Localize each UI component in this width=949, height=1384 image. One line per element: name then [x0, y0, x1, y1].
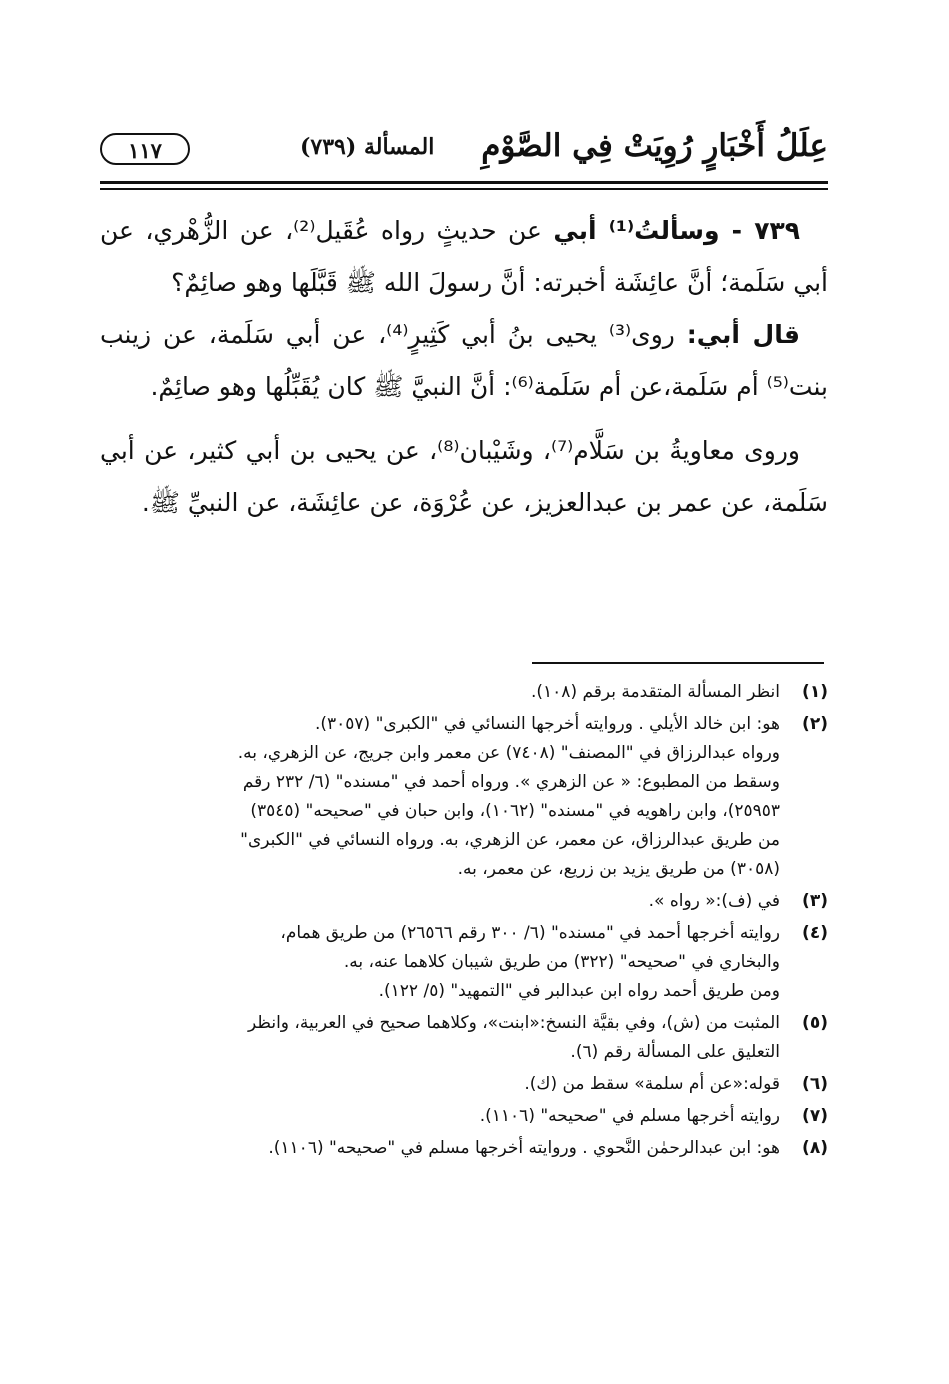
issue-label: المسألة (٧٣٩) [300, 134, 435, 160]
header-rule [100, 181, 828, 184]
paragraph-answer [100, 309, 828, 413]
footnote-line: المثبت من (ش)، وفي بقيَّة النسخ:«ابنت»، وكلاهما صحيح في العربية، وانظر [248, 1013, 780, 1033]
footnote [100, 1070, 828, 1099]
footnote-line: قوله:«عن أم سلمة» سقط من (ك). [524, 1074, 780, 1094]
footnote-line: في (ف):« رواه ». [648, 891, 780, 911]
answer-lead: قال أبي: [686, 320, 800, 349]
footnote [100, 1009, 828, 1067]
footnote-line: روايته أخرجها مسلم في "صحيحه" (١١٠٦). [479, 1106, 780, 1126]
running-header [100, 128, 828, 178]
main-text [100, 205, 828, 529]
footnote [100, 919, 828, 1006]
footnote-number: (٢) [802, 714, 828, 734]
footnote-number: (٥) [802, 1013, 828, 1033]
answer-text: روى⁽³⁾ يحيى بنُ أبي كَثِيرٍ⁽⁴⁾، عن أبي سَلَمة، عن زينب بنت⁽⁵⁾ أم سَلَمة،عن أم سَلَمة⁽⁶⁾: أنَّ النبيَّ ﷺ كان يُقَبِّلُها وهو صائِمٌ. [100, 320, 828, 401]
paragraph-question [100, 205, 828, 309]
header-rule-thin [100, 188, 828, 190]
footnote-number: (٤) [802, 923, 828, 943]
footnote [100, 678, 828, 707]
footnote-line: التعليق على المسألة رقم (٦). [570, 1042, 780, 1062]
question-text: عن حديثٍ رواه عُقَيل⁽²⁾، عن الزُّهْري، عن أبي سَلَمة؛ أنَّ عائِشَة أخبرته: أنَّ رسولَ الله ﷺ قَبَّلَها وهو صائِمٌ؟ [100, 216, 828, 297]
footnotes [100, 678, 828, 1166]
footnote-line: روايته أخرجها أحمد في "مسنده" (٦/ ٣٠٠ رقم ٢٦٥٦٦) من طريق همام، [280, 923, 780, 943]
footnote-number: (٨) [802, 1138, 828, 1158]
footnote-line: وسقط من المطبوع: « عن الزهري ». ورواه أحمد في "مسنده" (٦/ ٢٣٢ رقم [242, 772, 780, 792]
question-lead: ٧٣٩ - وسألتُ⁽¹⁾ أبي [553, 216, 800, 245]
footnote-separator [532, 662, 824, 664]
footnote-number: (١) [802, 682, 828, 702]
footnote [100, 710, 828, 884]
footnote-number: (٣) [802, 891, 828, 911]
footnote-line: انظر المسألة المتقدمة برقم (١٠٨). [530, 682, 780, 702]
footnote-number: (٦) [802, 1074, 828, 1094]
footnote-line: (٣٠٥٨) من طريق يزيد بن زريع، عن معمر، به. [457, 859, 780, 879]
footnote-line: والبخاري في "صحيحه" (٣٢٢) من طريق شيبان كلاهما عنه، به. [343, 952, 780, 972]
footnote-line: ومن طريق أحمد رواه ابن عبدالبر في "التمهيد" (٥/ ١٢٢). [378, 981, 780, 1001]
footnote-line: من طريق عبدالرزاق، عن معمر، عن الزهري، به. ورواه النسائي في "الكبرى" [240, 830, 780, 850]
book-title: عِلَلُ أَخْبَارٍ رُوِيَتْ فِي الصَّوْمِ [481, 128, 828, 164]
page-number: ١١٧ [100, 133, 190, 165]
footnote-line: ورواه عبدالرزاق في "المصنف" (٧٤٠٨) عن معمر وابن جريج، عن الزهري، به. [237, 743, 780, 763]
paragraph-narration: وروى معاويةُ بن سَلَّام⁽⁷⁾، وشَيْبان⁽⁸⁾، عن يحيى بن أبي كثير، عن أبي سَلَمة، عن عمر بن عبدالعزيز، عن عُرْوَة، عن عائِشَة، عن النبيِّ ﷺ. [100, 436, 828, 517]
footnote [100, 887, 828, 916]
footnote-line: هو: ابن خالد الأيلي . وروايته أخرجها النسائي في "الكبرى" (٣٠٥٧). [314, 714, 780, 734]
footnote [100, 1102, 828, 1131]
footnote-line: ٢٥٩٥٣)، وابن راهويه في "مسنده" (١٠٦٢)، وابن حبان في "صحيحه" (٣٥٤٥) [250, 801, 780, 821]
footnote-line: هو: ابن عبدالرحمٰن النَّحوي . وروايته أخرجها مسلم في "صحيحه" (١١٠٦). [268, 1138, 780, 1158]
footnote-number: (٧) [802, 1106, 828, 1126]
footnote [100, 1134, 828, 1163]
